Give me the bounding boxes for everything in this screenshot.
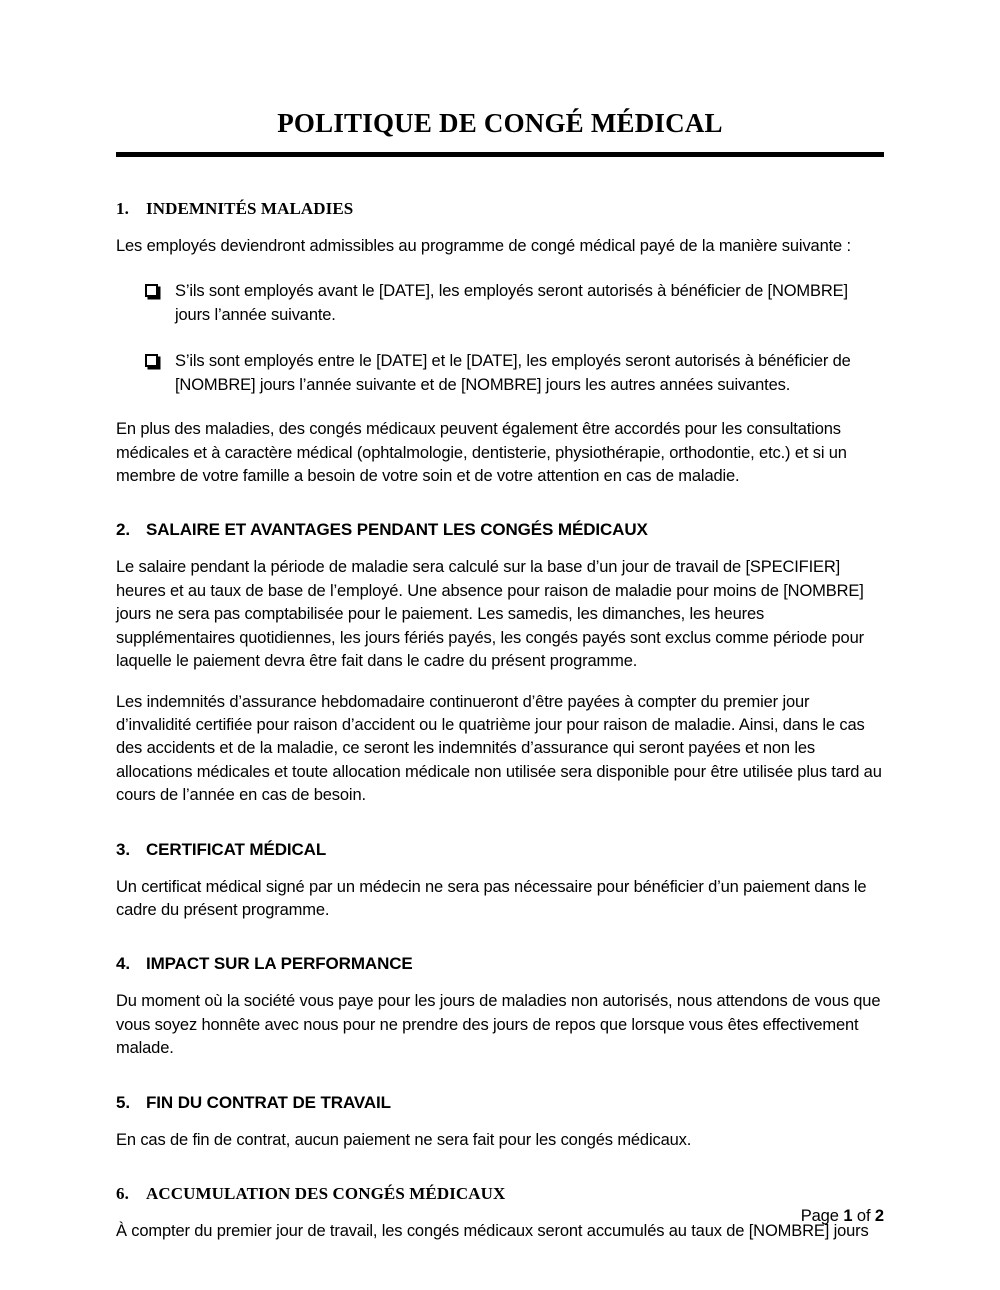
section-heading-3 bbox=[116, 840, 884, 860]
section-heading-5 bbox=[116, 1093, 884, 1113]
list-item-text: S’ils sont employés avant le [DATE], les employés seront autorisés à bénéficier de [NOMBRE] jours l’année suivante. bbox=[175, 282, 848, 324]
section-heading-6 bbox=[116, 1184, 884, 1204]
checkbox-icon bbox=[145, 354, 158, 367]
footer-prefix: Page bbox=[800, 1207, 839, 1225]
section-title-3: CERTIFICAT MÉDICAL bbox=[146, 839, 327, 859]
list-item bbox=[116, 350, 884, 397]
section-2-paragraph-1: Le salaire pendant la période de maladie sera calculé sur la base d’un jour de travail de [SPECIFIER] heures et au taux de base de l’employé. Une absence pour raison de maladie pour moins de [NOMBRE] jours ne sera pas comptabilisée pour le paiement. Les samedis, les dimanches, les heures supplémentaires quotidiennes, les jours fériés payés, les congés payés sont exclus comme période pour laquelle le paiement devra être fait dans le cadre du présent programme. bbox=[116, 558, 864, 671]
section-number-3: 3. bbox=[116, 839, 130, 859]
section-heading-1 bbox=[116, 199, 884, 219]
section-number-2: 2. bbox=[116, 520, 130, 540]
footer-total-pages: 2 bbox=[874, 1207, 884, 1225]
eligibility-checklist bbox=[116, 280, 884, 397]
section-title-5: FIN DU CONTRAT DE TRAVAIL bbox=[146, 1092, 391, 1112]
section-title-4: IMPACT SUR LA PERFORMANCE bbox=[146, 954, 413, 974]
checkbox-icon bbox=[145, 284, 158, 297]
footer-current-page: 1 bbox=[843, 1207, 853, 1225]
page-title: POLITIQUE DE CONGÉ MÉDICAL bbox=[277, 108, 723, 138]
list-item bbox=[116, 280, 884, 327]
section-1-intro: Les employés deviendront admissibles au programme de congé médical payé de la manière suivante : bbox=[116, 237, 851, 256]
section-5-paragraph-1: En cas de fin de contrat, aucun paiement ne sera fait pour les congés médicaux. bbox=[116, 1130, 692, 1149]
section-3-paragraph-1: Un certificat médical signé par un médecin ne sera pas nécessaire pour bénéficier d’un paiement dans le cadre du présent programme. bbox=[116, 877, 867, 920]
section-number-6: 6. bbox=[116, 1184, 129, 1204]
section-number-5: 5. bbox=[116, 1092, 130, 1112]
section-heading-2 bbox=[116, 520, 884, 540]
document-body bbox=[116, 0, 884, 1244]
section-1-outro: En plus des maladies, des congés médicaux peuvent également être accordés pour les consultations médicales et à caractère médical (ophtalmologie, dentisterie, physiothérapie, orthodontie, etc.) et si un membre de votre famille a besoin de votre soin et de votre attention en cas de maladie. bbox=[116, 420, 847, 485]
section-4-paragraph-1: Du moment où la société vous paye pour les jours de maladies non autorisés, nous attendons de vous que vous soyez honnête avec nous pour ne prendre des jours de repos que lorsque vous êtes effectivement malade. bbox=[116, 992, 881, 1058]
section-heading-4 bbox=[116, 954, 884, 974]
section-title-6: ACCUMULATION DES CONGÉS MÉDICAUX bbox=[146, 1184, 506, 1204]
section-6-paragraph-1: À compter du premier jour de travail, les congés médicaux seront accumulés au taux de [NOMBRE] jours bbox=[116, 1222, 869, 1241]
footer-separator: of bbox=[856, 1207, 871, 1225]
list-item-text: S’ils sont employés entre le [DATE] et le [DATE], les employés seront autorisés à bénéficier de [NOMBRE] jours l’année suivante et de [NOMBRE] jours les autres années suivantes. bbox=[175, 352, 851, 394]
page-footer bbox=[116, 1207, 884, 1226]
section-2-paragraph-2: Les indemnités d’assurance hebdomadaire continueront d’être payées à compter du premier jour d’invalidité certifiée pour raison d’accident ou le quatrième jour pour raison de maladie. Ainsi, dans le cas des accidents et de la maladie, ce seront les indemnités d’assurance qui seront payées et non les allocations médicales et toute allocation médicale non utilisée sera disponible pour être utilisée plus tard au cours de l’année en cas de besoin. bbox=[116, 692, 882, 805]
section-number-4: 4. bbox=[116, 954, 130, 974]
section-number-1: 1. bbox=[116, 199, 129, 219]
section-title-1: INDEMNITÉS MALADIES bbox=[146, 199, 354, 219]
section-title-2: SALAIRE ET AVANTAGES PENDANT LES CONGÉS MÉDICAUX bbox=[146, 520, 648, 540]
